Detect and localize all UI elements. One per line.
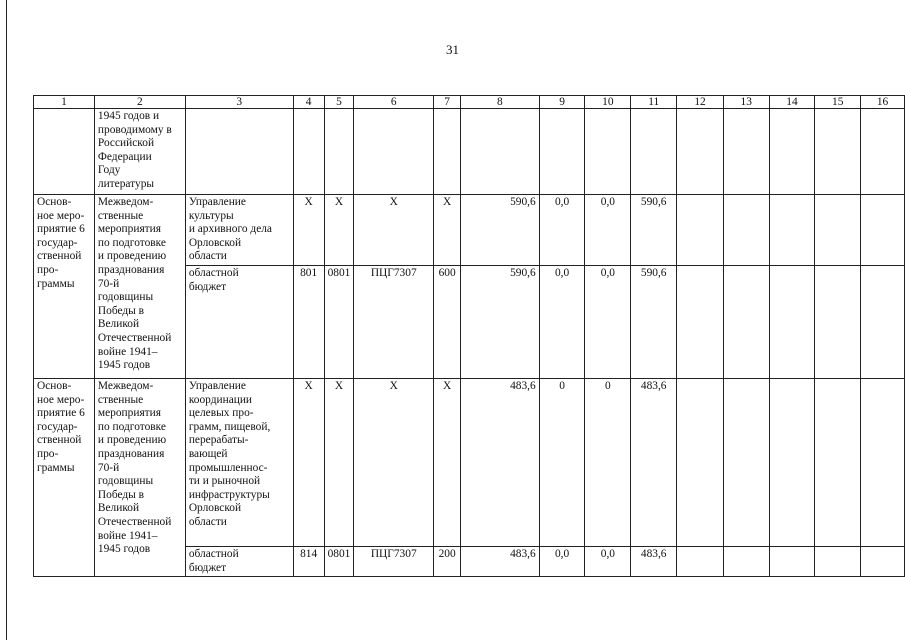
column-number: 15 [815, 96, 861, 109]
value-cell: 0,0 [539, 546, 585, 576]
budget-table [33, 95, 905, 577]
value-cell: 590,6 [631, 265, 677, 378]
column-number: 9 [539, 96, 585, 109]
value-cell: 590,6 [631, 195, 677, 266]
value-cell: Х [324, 195, 354, 266]
column-number-row [34, 96, 905, 109]
binding-line [6, 0, 7, 640]
value-cell: 0,0 [585, 195, 631, 266]
column-number: 10 [585, 96, 631, 109]
measure-name-continuation: 1945 годов и проводимому в Российской Федерации Году литературы [94, 109, 185, 195]
executor-cell: Управление культуры и архивного дела Орловской области [185, 195, 293, 266]
value-cell: 0,0 [539, 265, 585, 378]
value-cell: 483,6 [461, 546, 540, 576]
value-cell: 0801 [324, 265, 354, 378]
column-number: 16 [861, 96, 905, 109]
value-cell: 0,0 [539, 195, 585, 266]
column-number: 4 [293, 96, 324, 109]
column-number: 11 [631, 96, 677, 109]
value-cell: 483,6 [631, 378, 677, 546]
measure-name-cell: Межведом- ственные мероприятия по подготовке и проведению празднования 70-й годовщины Победы в Великой Отечественной войне 1941– 1945 годов [94, 195, 185, 379]
value-cell: 590,6 [461, 195, 540, 266]
column-number: 3 [185, 96, 293, 109]
column-number: 14 [769, 96, 815, 109]
value-cell: Х [324, 378, 354, 546]
value-cell: ПЦГ7307 [354, 265, 434, 378]
continuation-row [34, 109, 905, 195]
value-cell: 801 [293, 265, 324, 378]
measure-type-cell: Основ- ное меро- приятие 6 государ- ственной про- граммы [34, 195, 95, 379]
table-row [34, 378, 905, 546]
column-number: 5 [324, 96, 354, 109]
column-number: 7 [434, 96, 461, 109]
measure-name-cell: Межведом- ственные мероприятия по подготовке и проведению празднования 70-й годовщины Победы в Великой Отечественной войне 1941– 1945 годов [94, 378, 185, 576]
value-cell: 590,6 [461, 265, 540, 378]
value-cell: Х [354, 378, 434, 546]
value-cell: Х [434, 378, 461, 546]
column-number: 2 [94, 96, 185, 109]
funding-source-cell: областной бюджет [185, 265, 293, 378]
page-number: 31 [446, 42, 459, 57]
value-cell: 0801 [324, 546, 354, 576]
column-number: 8 [461, 96, 540, 109]
value-cell: 483,6 [461, 378, 540, 546]
value-cell: Х [434, 195, 461, 266]
column-number: 12 [677, 96, 724, 109]
executor-cell: Управление координации целевых про- грамм, пищевой, перерабаты- вающей промышленнос- ти и рыночной инфраструктуры Орловской области [185, 378, 293, 546]
funding-source-cell: областной бюджет [185, 546, 293, 576]
value-cell: 0,0 [585, 546, 631, 576]
column-number: 1 [34, 96, 95, 109]
table-row [34, 195, 905, 266]
value-cell: 814 [293, 546, 324, 576]
column-number: 6 [354, 96, 434, 109]
measure-type-cell: Основ- ное меро- приятие 6 государ- ственной про- граммы [34, 378, 95, 576]
value-cell: Х [293, 378, 324, 546]
value-cell: 0,0 [585, 265, 631, 378]
value-cell: Х [293, 195, 324, 266]
value-cell: ПЦГ7307 [354, 546, 434, 576]
value-cell: 200 [434, 546, 461, 576]
value-cell: 600 [434, 265, 461, 378]
value-cell: 0 [539, 378, 585, 546]
value-cell: Х [354, 195, 434, 266]
column-number: 13 [723, 96, 769, 109]
value-cell: 0 [585, 378, 631, 546]
value-cell: 483,6 [631, 546, 677, 576]
